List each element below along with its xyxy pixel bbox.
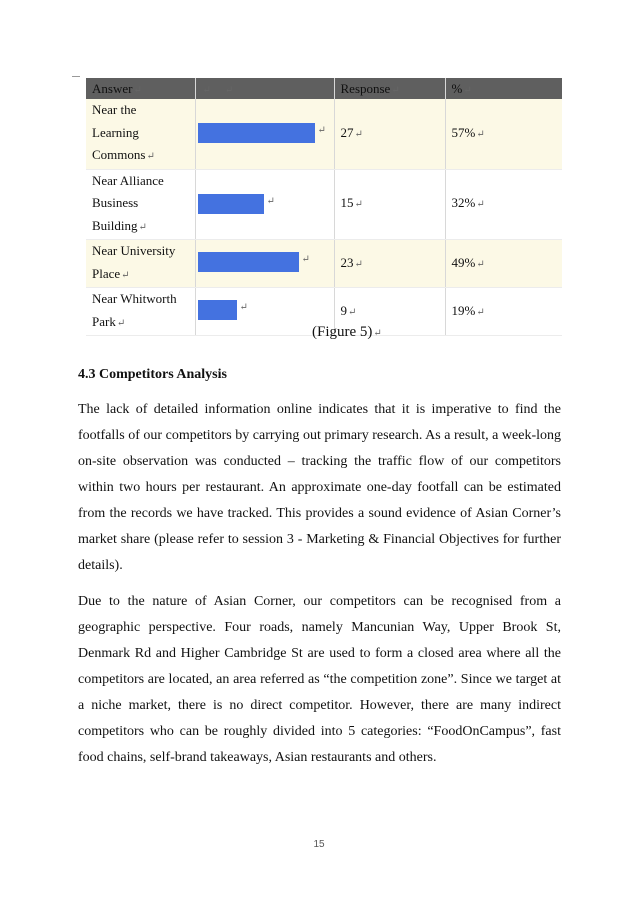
- answer-line: Learning: [92, 124, 139, 140]
- response-bar: [198, 300, 237, 320]
- table-header-row: [86, 78, 562, 99]
- header-percent: %↵: [445, 78, 562, 99]
- answer-line: Business: [92, 195, 139, 210]
- response-bar: [198, 252, 299, 272]
- header-bar: ↵ ↵: [195, 78, 334, 99]
- bar-cell: ↵: [195, 288, 334, 336]
- answer-cell: [86, 169, 195, 240]
- page-number: 15: [313, 839, 325, 850]
- table-row: [86, 99, 562, 169]
- response-cell: 9↵: [334, 288, 445, 336]
- answer-cell: [86, 99, 195, 169]
- answer-line: Place↵: [92, 265, 130, 281]
- paragraph: The lack of detailed information online indicates that it is imperative to find the footfalls of our competitors by carrying out primary research. As a result, a week-long on-site observation was conducted – tracking the traffic flow of our competitors within two hours per restaurant. An approximate one-day footfall can be estimated from the records we have tracked. This provides a sound evidence of Asian Corner’s market share (please refer to session 3 - Marketing & Financial Objectives for further details).: [78, 402, 561, 573]
- table-row: [86, 169, 562, 240]
- answer-cell: [86, 288, 195, 336]
- bar-cell: ↵: [195, 99, 334, 169]
- table-row: [86, 240, 562, 288]
- response-bar: [198, 194, 264, 214]
- answer-line: Commons↵: [92, 147, 155, 162]
- answer-line: Near Alliance: [92, 172, 164, 188]
- answer-line: Near University: [92, 243, 176, 258]
- paragraph: Due to the nature of Asian Corner, our competitors can be recognised from a geographic perspective. Four roads, namely Mancunian Way, Upper Brook St, Denmark Rd and Higher Cambridge St are used to form a closed area where all the competitors are located, an area referred as “the competition zone”. Since we target at a niche market, there is no direct competitor. However, there are many indirect competitors who can be roughly divided into 5 categories: “FoodOnCampus”, fast food chains, self-brand takeaways, Asian restaurants and others.: [78, 594, 561, 765]
- header-response: Response↵: [334, 78, 445, 99]
- header-answer: Answer↵: [86, 78, 195, 99]
- answer-line: Near Whitworth: [92, 291, 177, 306]
- answer-cell: [86, 240, 195, 288]
- section-heading: 4.3 Competitors Analysis: [78, 367, 227, 382]
- answer-line: Building↵: [92, 217, 147, 233]
- percent-cell: 57%↵: [445, 99, 562, 169]
- response-cell: 15↵: [334, 169, 445, 240]
- response-cell: 23↵: [334, 240, 445, 288]
- percent-cell: 19%↵: [445, 288, 562, 336]
- response-cell: 27↵: [334, 99, 445, 169]
- response-bar: [198, 123, 315, 143]
- survey-results-table: [86, 78, 562, 336]
- bar-cell: ↵: [195, 240, 334, 288]
- percent-cell: 32%↵: [445, 169, 562, 240]
- bar-cell: ↵: [195, 169, 334, 240]
- decorative-dash: [72, 76, 80, 77]
- answer-line: Near the: [92, 102, 137, 117]
- percent-cell: 49%↵: [445, 240, 562, 288]
- answer-line: Park↵: [92, 313, 126, 329]
- figure-caption: (Figure 5)↵: [312, 324, 382, 340]
